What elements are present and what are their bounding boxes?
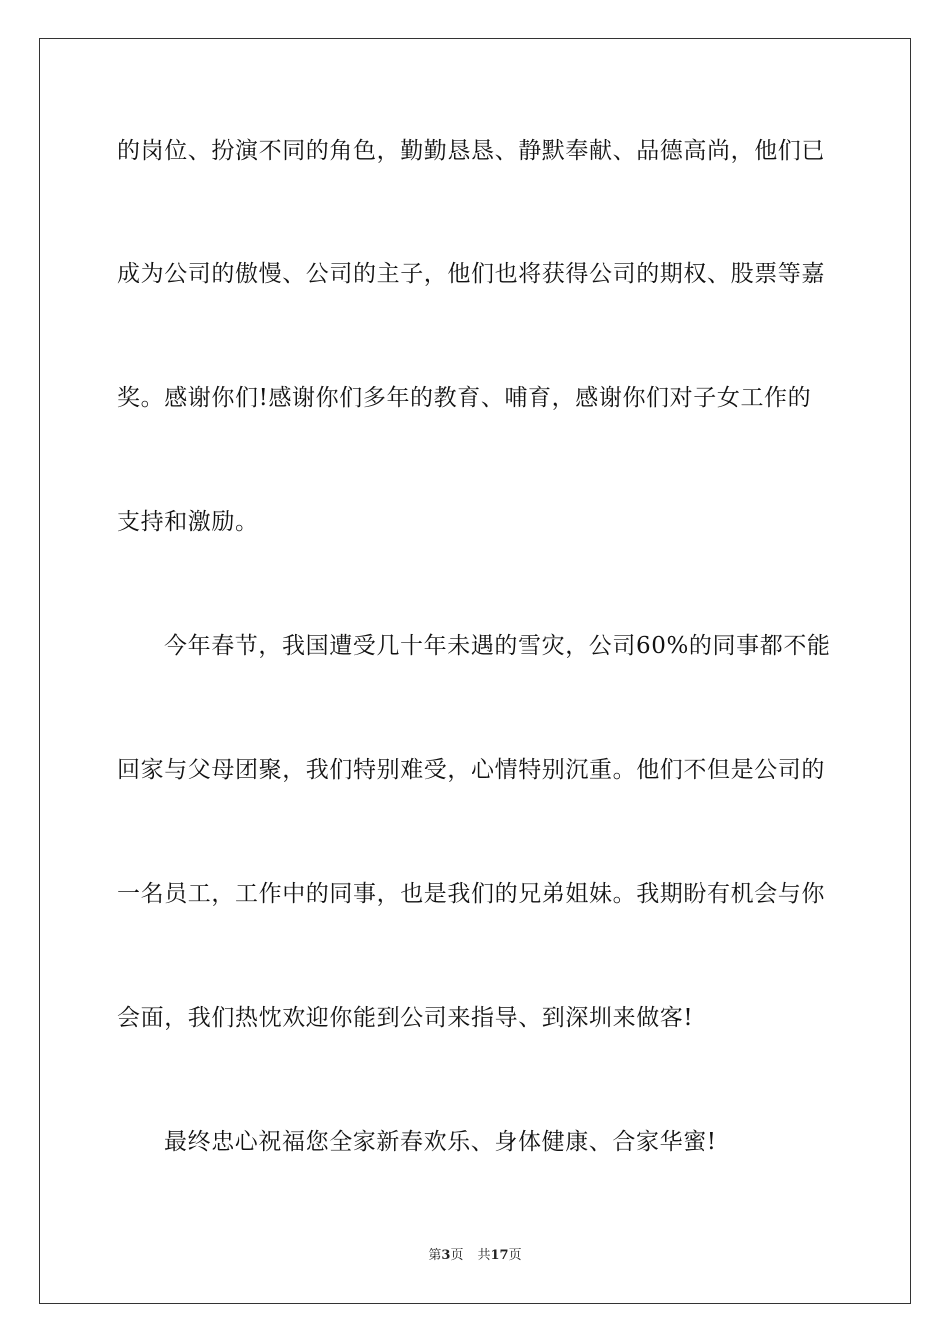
footer-page-number: 3 <box>441 1248 451 1263</box>
footer-page-prefix: 第 <box>428 1248 442 1263</box>
paragraph-1-line-1: 的岗位、扮演不同的角色，勤勤恳恳、静默奉献、品德高尚，他们已 <box>117 138 825 164</box>
footer-total-number: 17 <box>490 1248 509 1263</box>
footer-total-prefix: 共 <box>477 1248 491 1263</box>
paragraph-2-line-4: 会面，我们热忱欢迎你能到公司来指导、到深圳来做客! <box>117 1005 694 1031</box>
paragraph-1-line-4: 支持和激励。 <box>117 509 259 535</box>
paragraph-3-line-1: 最终忠心祝福您全家新春欢乐、身体健康、合家华蜜! <box>164 1129 717 1155</box>
paragraph-1-line-2: 成为公司的傲慢、公司的主子，他们也将获得公司的期权、股票等嘉 <box>117 261 825 287</box>
paragraph-1-line-3: 奖。感谢你们!感谢你们多年的教育、哺育，感谢你们对子女工作的 <box>117 385 812 411</box>
footer-total-suffix: 页 <box>508 1248 522 1263</box>
page-footer <box>0 1247 950 1265</box>
page-border <box>39 38 911 1304</box>
footer-page-suffix: 页 <box>450 1248 464 1263</box>
paragraph-2-line-1: 今年春节，我国遭受几十年未遇的雪灾，公司60%的同事都不能 <box>164 633 831 659</box>
paragraph-2-line-2: 回家与父母团聚，我们特别难受，心情特别沉重。他们不但是公司的 <box>117 757 825 783</box>
paragraph-2-line-3: 一名员工，工作中的同事，也是我们的兄弟姐妹。我期盼有机会与你 <box>117 881 825 907</box>
